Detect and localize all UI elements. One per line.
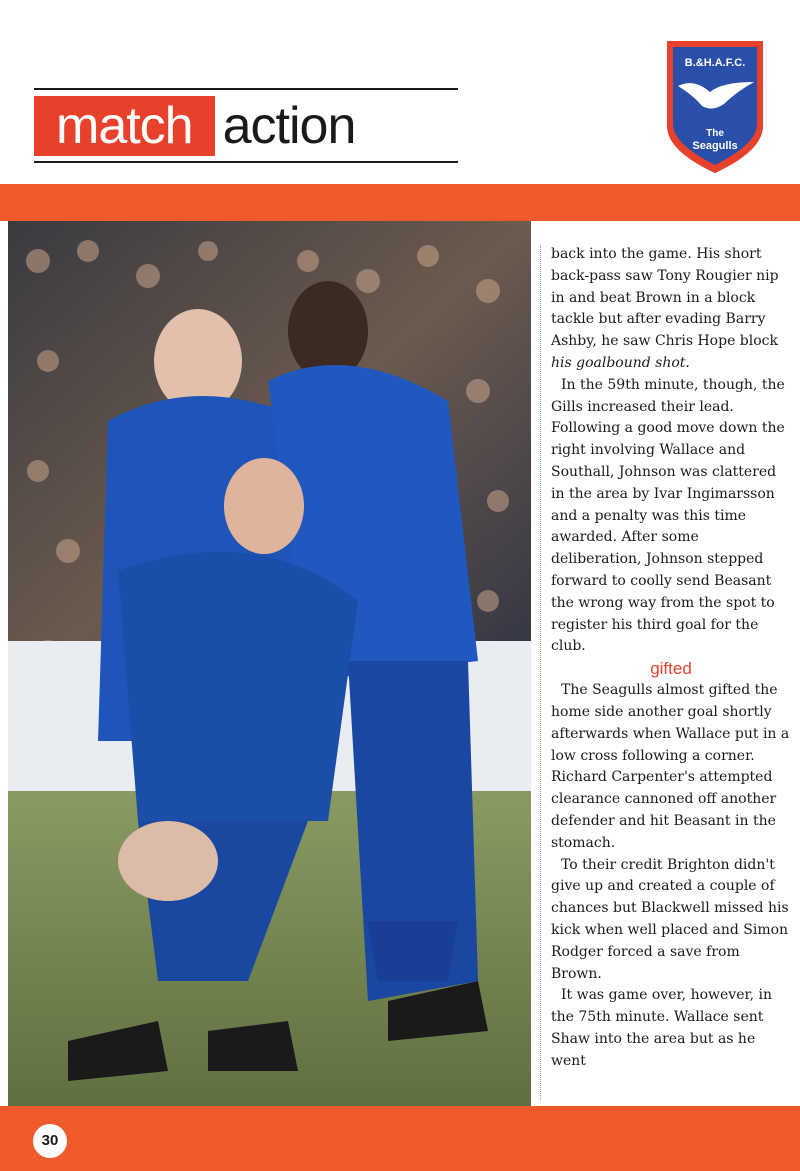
article-paragraph-italic: his goalbound shot.	[551, 354, 690, 371]
article-paragraph-text: back into the game. His short back-pass saw Tony Rougier nip in and beat Brown in a block tackle but after evading Barry Ashby, he saw Chris Hope block	[551, 246, 779, 350]
column-divider	[540, 245, 541, 1100]
article-paragraph: It was game over, however, in the 75th minute. Wallace sent Shaw into the area but as he went	[551, 987, 773, 1069]
badge-nickname-line1: The	[706, 128, 724, 139]
badge-initials: B.&H.A.F.C.	[684, 57, 746, 69]
match-photo	[8, 221, 531, 1106]
header-top-rule	[34, 88, 458, 90]
article-column	[551, 244, 791, 1072]
article-subheading: gifted	[650, 659, 692, 679]
club-badge-logo	[664, 38, 766, 176]
section-title	[34, 96, 355, 156]
section-title-rest: action	[222, 97, 356, 155]
section-title-highlight: match	[34, 96, 215, 156]
badge-nickname-line2: Seagulls	[692, 140, 738, 152]
page-number: 30	[33, 1124, 67, 1158]
article-paragraph: In the 59th minute, though, the Gills increased their lead. Following a good move down the right involving Wallace and Southall, Johnson was clattered in the area by Ivar Ingimarsson and a penalty was this time awarded. After some deliberation, Johnson stepped forward to coolly send Beasant the wrong way from the spot to register his third goal for the club.	[551, 376, 785, 655]
article-paragraph	[551, 244, 791, 375]
header-bottom-rule	[34, 161, 458, 163]
article-paragraph: To their credit Brighton didn't give up and created a couple of chances but Blackwell missed his kick when well placed and Simon Rodger forced a save from Brown.	[551, 856, 789, 982]
bottom-accent-band	[0, 1106, 800, 1171]
top-accent-band	[0, 184, 800, 221]
article-paragraph: The Seagulls almost gifted the home side another goal shortly afterwards when Wallace put in a low cross following a corner. Richard Carpenter's attempted clearance cannoned off another defender and hit Beasant in the stomach.	[551, 682, 790, 851]
